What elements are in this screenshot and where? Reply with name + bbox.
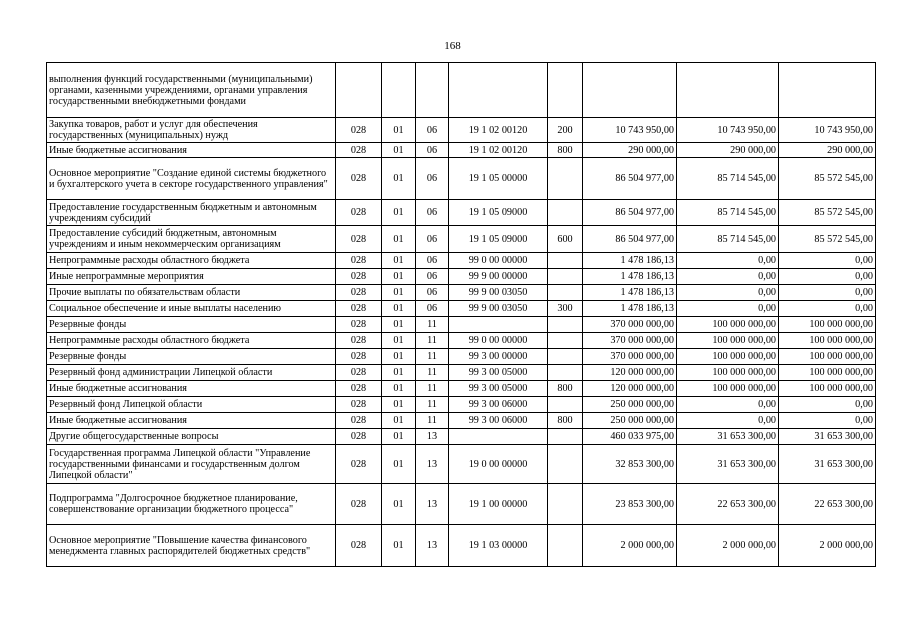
section-code-cell: 01 <box>382 317 416 333</box>
expense-type-cell: 200 <box>548 118 583 143</box>
target-article-cell <box>449 317 548 333</box>
row-name-cell: Подпрограмма "Долгосрочное бюджетное планирование, совершенствование организации бюджетного процесса" <box>47 484 336 525</box>
section-code-cell: 01 <box>382 158 416 200</box>
table-row <box>47 285 876 301</box>
target-article-cell: 99 3 00 00000 <box>449 349 548 365</box>
amount-year3-cell: 10 743 950,00 <box>779 118 876 143</box>
ministry-code-cell: 028 <box>336 143 382 158</box>
expense-type-cell <box>548 445 583 484</box>
amount-year2-cell: 31 653 300,00 <box>677 429 779 445</box>
row-name-cell: Предоставление субсидий бюджетным, автономным учреждениям и иным некоммерческим организациям <box>47 226 336 253</box>
expense-type-cell: 800 <box>548 413 583 429</box>
row-name-cell: Иные бюджетные ассигнования <box>47 143 336 158</box>
expense-type-cell <box>548 365 583 381</box>
amount-year3-cell: 85 572 545,00 <box>779 200 876 226</box>
target-article-cell: 99 0 00 00000 <box>449 253 548 269</box>
amount-year1-cell: 2 000 000,00 <box>583 525 677 567</box>
row-name-cell: Резервный фонд Липецкой области <box>47 397 336 413</box>
ministry-code-cell: 028 <box>336 333 382 349</box>
subsection-code-cell: 06 <box>416 285 449 301</box>
table-row <box>47 429 876 445</box>
section-code-cell: 01 <box>382 333 416 349</box>
row-name-cell: Непрограммные расходы областного бюджета <box>47 333 336 349</box>
amount-year2-cell: 0,00 <box>677 397 779 413</box>
row-name-cell: Непрограммные расходы областного бюджета <box>47 253 336 269</box>
target-article-cell: 19 0 00 00000 <box>449 445 548 484</box>
target-article-cell: 19 1 03 00000 <box>449 525 548 567</box>
target-article-cell: 99 9 00 03050 <box>449 285 548 301</box>
amount-year1-cell <box>583 63 677 118</box>
expense-type-cell: 800 <box>548 381 583 397</box>
table-row <box>47 397 876 413</box>
amount-year1-cell: 370 000 000,00 <box>583 317 677 333</box>
target-article-cell: 19 1 05 00000 <box>449 158 548 200</box>
subsection-code-cell: 06 <box>416 143 449 158</box>
subsection-code-cell: 06 <box>416 118 449 143</box>
expense-type-cell <box>548 317 583 333</box>
amount-year3-cell: 290 000,00 <box>779 143 876 158</box>
section-code-cell: 01 <box>382 143 416 158</box>
section-code-cell: 01 <box>382 349 416 365</box>
amount-year3-cell: 22 653 300,00 <box>779 484 876 525</box>
amount-year2-cell: 0,00 <box>677 285 779 301</box>
row-name-cell: Предоставление государственным бюджетным и автономным учреждениям субсидий <box>47 200 336 226</box>
row-name-cell: Закупка товаров, работ и услуг для обеспечения государственных (муниципальных) нужд <box>47 118 336 143</box>
amount-year1-cell: 120 000 000,00 <box>583 381 677 397</box>
section-code-cell: 01 <box>382 118 416 143</box>
target-article-cell: 99 3 00 05000 <box>449 381 548 397</box>
subsection-code-cell: 13 <box>416 484 449 525</box>
table-row <box>47 381 876 397</box>
section-code-cell <box>382 63 416 118</box>
subsection-code-cell: 11 <box>416 317 449 333</box>
expense-type-cell <box>548 269 583 285</box>
ministry-code-cell: 028 <box>336 301 382 317</box>
row-name-cell: Прочие выплаты по обязательствам области <box>47 285 336 301</box>
amount-year2-cell: 100 000 000,00 <box>677 317 779 333</box>
amount-year3-cell: 100 000 000,00 <box>779 381 876 397</box>
row-name-cell: Основное мероприятие "Повышение качества финансового менеджмента главных распорядителей бюджетных средств" <box>47 525 336 567</box>
amount-year3-cell: 31 653 300,00 <box>779 429 876 445</box>
amount-year2-cell: 0,00 <box>677 301 779 317</box>
amount-year2-cell: 85 714 545,00 <box>677 200 779 226</box>
expense-type-cell <box>548 285 583 301</box>
amount-year3-cell: 100 000 000,00 <box>779 333 876 349</box>
amount-year3-cell: 0,00 <box>779 397 876 413</box>
section-code-cell: 01 <box>382 429 416 445</box>
table-row <box>47 301 876 317</box>
row-name-cell: Иные бюджетные ассигнования <box>47 413 336 429</box>
table-row <box>47 253 876 269</box>
amount-year3-cell: 0,00 <box>779 285 876 301</box>
ministry-code-cell: 028 <box>336 200 382 226</box>
section-code-cell: 01 <box>382 301 416 317</box>
ministry-code-cell: 028 <box>336 445 382 484</box>
ministry-code-cell: 028 <box>336 429 382 445</box>
ministry-code-cell: 028 <box>336 525 382 567</box>
target-article-cell <box>449 63 548 118</box>
ministry-code-cell: 028 <box>336 317 382 333</box>
ministry-code-cell: 028 <box>336 381 382 397</box>
amount-year1-cell: 250 000 000,00 <box>583 413 677 429</box>
amount-year2-cell: 85 714 545,00 <box>677 226 779 253</box>
ministry-code-cell: 028 <box>336 118 382 143</box>
subsection-code-cell: 11 <box>416 333 449 349</box>
ministry-code-cell: 028 <box>336 365 382 381</box>
amount-year2-cell: 100 000 000,00 <box>677 365 779 381</box>
target-article-cell: 19 1 02 00120 <box>449 118 548 143</box>
row-name-cell: Иные бюджетные ассигнования <box>47 381 336 397</box>
section-code-cell: 01 <box>382 397 416 413</box>
budget-table <box>46 62 876 567</box>
amount-year1-cell: 460 033 975,00 <box>583 429 677 445</box>
subsection-code-cell: 06 <box>416 269 449 285</box>
subsection-code-cell: 06 <box>416 158 449 200</box>
section-code-cell: 01 <box>382 484 416 525</box>
row-name-cell: Государственная программа Липецкой области "Управление государственными финансами и государственным долгом Липецкой области" <box>47 445 336 484</box>
target-article-cell: 19 1 05 09000 <box>449 226 548 253</box>
page-number: 168 <box>444 40 461 52</box>
subsection-code-cell: 11 <box>416 381 449 397</box>
table-row <box>47 143 876 158</box>
amount-year2-cell: 290 000,00 <box>677 143 779 158</box>
amount-year2-cell: 2 000 000,00 <box>677 525 779 567</box>
expense-type-cell <box>548 484 583 525</box>
amount-year3-cell <box>779 63 876 118</box>
amount-year1-cell: 1 478 186,13 <box>583 285 677 301</box>
amount-year3-cell: 0,00 <box>779 253 876 269</box>
amount-year1-cell: 1 478 186,13 <box>583 253 677 269</box>
section-code-cell: 01 <box>382 200 416 226</box>
target-article-cell: 99 9 00 03050 <box>449 301 548 317</box>
expense-type-cell <box>548 397 583 413</box>
expense-type-cell <box>548 349 583 365</box>
amount-year3-cell: 100 000 000,00 <box>779 349 876 365</box>
amount-year2-cell: 0,00 <box>677 253 779 269</box>
amount-year2-cell: 100 000 000,00 <box>677 333 779 349</box>
ministry-code-cell: 028 <box>336 413 382 429</box>
row-name-cell: Резервные фонды <box>47 317 336 333</box>
section-code-cell: 01 <box>382 269 416 285</box>
amount-year2-cell: 0,00 <box>677 413 779 429</box>
expense-type-cell: 800 <box>548 143 583 158</box>
table-row <box>47 118 876 143</box>
row-name-cell: Другие общегосударственные вопросы <box>47 429 336 445</box>
subsection-code-cell: 06 <box>416 200 449 226</box>
amount-year1-cell: 370 000 000,00 <box>583 349 677 365</box>
ministry-code-cell: 028 <box>336 397 382 413</box>
subsection-code-cell: 13 <box>416 429 449 445</box>
amount-year1-cell: 370 000 000,00 <box>583 333 677 349</box>
subsection-code-cell: 11 <box>416 413 449 429</box>
table-row <box>47 269 876 285</box>
amount-year3-cell: 100 000 000,00 <box>779 365 876 381</box>
target-article-cell: 19 1 00 00000 <box>449 484 548 525</box>
expense-type-cell: 600 <box>548 226 583 253</box>
amount-year1-cell: 250 000 000,00 <box>583 397 677 413</box>
amount-year2-cell: 10 743 950,00 <box>677 118 779 143</box>
section-code-cell: 01 <box>382 253 416 269</box>
expense-type-cell <box>548 333 583 349</box>
amount-year2-cell: 31 653 300,00 <box>677 445 779 484</box>
amount-year3-cell: 2 000 000,00 <box>779 525 876 567</box>
ministry-code-cell: 028 <box>336 158 382 200</box>
subsection-code-cell: 06 <box>416 253 449 269</box>
table-row <box>47 365 876 381</box>
amount-year1-cell: 32 853 300,00 <box>583 445 677 484</box>
expense-type-cell <box>548 200 583 226</box>
subsection-code-cell: 13 <box>416 445 449 484</box>
subsection-code-cell: 11 <box>416 365 449 381</box>
expense-type-cell: 300 <box>548 301 583 317</box>
section-code-cell: 01 <box>382 365 416 381</box>
subsection-code-cell: 13 <box>416 525 449 567</box>
target-article-cell: 99 3 00 06000 <box>449 413 548 429</box>
target-article-cell: 19 1 05 09000 <box>449 200 548 226</box>
expense-type-cell <box>548 525 583 567</box>
amount-year3-cell: 31 653 300,00 <box>779 445 876 484</box>
ministry-code-cell: 028 <box>336 253 382 269</box>
section-code-cell: 01 <box>382 445 416 484</box>
table-row <box>47 349 876 365</box>
target-article-cell: 99 0 00 00000 <box>449 333 548 349</box>
ministry-code-cell: 028 <box>336 269 382 285</box>
section-code-cell: 01 <box>382 381 416 397</box>
subsection-code-cell: 11 <box>416 349 449 365</box>
section-code-cell: 01 <box>382 525 416 567</box>
expense-type-cell <box>548 429 583 445</box>
expense-type-cell <box>548 158 583 200</box>
subsection-code-cell: 06 <box>416 301 449 317</box>
amount-year2-cell: 85 714 545,00 <box>677 158 779 200</box>
amount-year2-cell: 0,00 <box>677 269 779 285</box>
amount-year3-cell: 0,00 <box>779 301 876 317</box>
subsection-code-cell: 06 <box>416 226 449 253</box>
amount-year1-cell: 290 000,00 <box>583 143 677 158</box>
amount-year1-cell: 86 504 977,00 <box>583 158 677 200</box>
amount-year2-cell: 22 653 300,00 <box>677 484 779 525</box>
ministry-code-cell <box>336 63 382 118</box>
table-row <box>47 158 876 200</box>
row-name-cell: Резервные фонды <box>47 349 336 365</box>
table-row <box>47 484 876 525</box>
ministry-code-cell: 028 <box>336 484 382 525</box>
amount-year2-cell: 100 000 000,00 <box>677 349 779 365</box>
target-article-cell <box>449 429 548 445</box>
amount-year3-cell: 0,00 <box>779 269 876 285</box>
amount-year1-cell: 10 743 950,00 <box>583 118 677 143</box>
table-row <box>47 413 876 429</box>
amount-year1-cell: 120 000 000,00 <box>583 365 677 381</box>
row-name-cell: Иные непрограммные мероприятия <box>47 269 336 285</box>
amount-year1-cell: 86 504 977,00 <box>583 226 677 253</box>
row-name-cell: Социальное обеспечение и иные выплаты населению <box>47 301 336 317</box>
subsection-code-cell: 11 <box>416 397 449 413</box>
amount-year1-cell: 1 478 186,13 <box>583 269 677 285</box>
table-row <box>47 226 876 253</box>
amount-year2-cell <box>677 63 779 118</box>
table-row <box>47 200 876 226</box>
ministry-code-cell: 028 <box>336 226 382 253</box>
table-row <box>47 333 876 349</box>
ministry-code-cell: 028 <box>336 285 382 301</box>
row-name-cell: Резервный фонд администрации Липецкой области <box>47 365 336 381</box>
target-article-cell: 99 3 00 05000 <box>449 365 548 381</box>
row-name-cell: Основное мероприятие "Создание единой системы бюджетного и бухгалтерского учета в секторе государственного управления" <box>47 158 336 200</box>
expense-type-cell <box>548 63 583 118</box>
table-row <box>47 63 876 118</box>
section-code-cell: 01 <box>382 226 416 253</box>
amount-year1-cell: 23 853 300,00 <box>583 484 677 525</box>
target-article-cell: 19 1 02 00120 <box>449 143 548 158</box>
row-name-cell: выполнения функций государственными (муниципальными) органами, казенными учреждениями, органами управления государственными внебюджетными фондами <box>47 63 336 118</box>
section-code-cell: 01 <box>382 413 416 429</box>
amount-year1-cell: 86 504 977,00 <box>583 200 677 226</box>
section-code-cell: 01 <box>382 285 416 301</box>
amount-year3-cell: 85 572 545,00 <box>779 226 876 253</box>
amount-year3-cell: 85 572 545,00 <box>779 158 876 200</box>
amount-year1-cell: 1 478 186,13 <box>583 301 677 317</box>
target-article-cell: 99 3 00 06000 <box>449 397 548 413</box>
amount-year2-cell: 100 000 000,00 <box>677 381 779 397</box>
table-row <box>47 445 876 484</box>
expense-type-cell <box>548 253 583 269</box>
table-row <box>47 317 876 333</box>
amount-year3-cell: 0,00 <box>779 413 876 429</box>
ministry-code-cell: 028 <box>336 349 382 365</box>
subsection-code-cell <box>416 63 449 118</box>
target-article-cell: 99 9 00 00000 <box>449 269 548 285</box>
amount-year3-cell: 100 000 000,00 <box>779 317 876 333</box>
table-row <box>47 525 876 567</box>
